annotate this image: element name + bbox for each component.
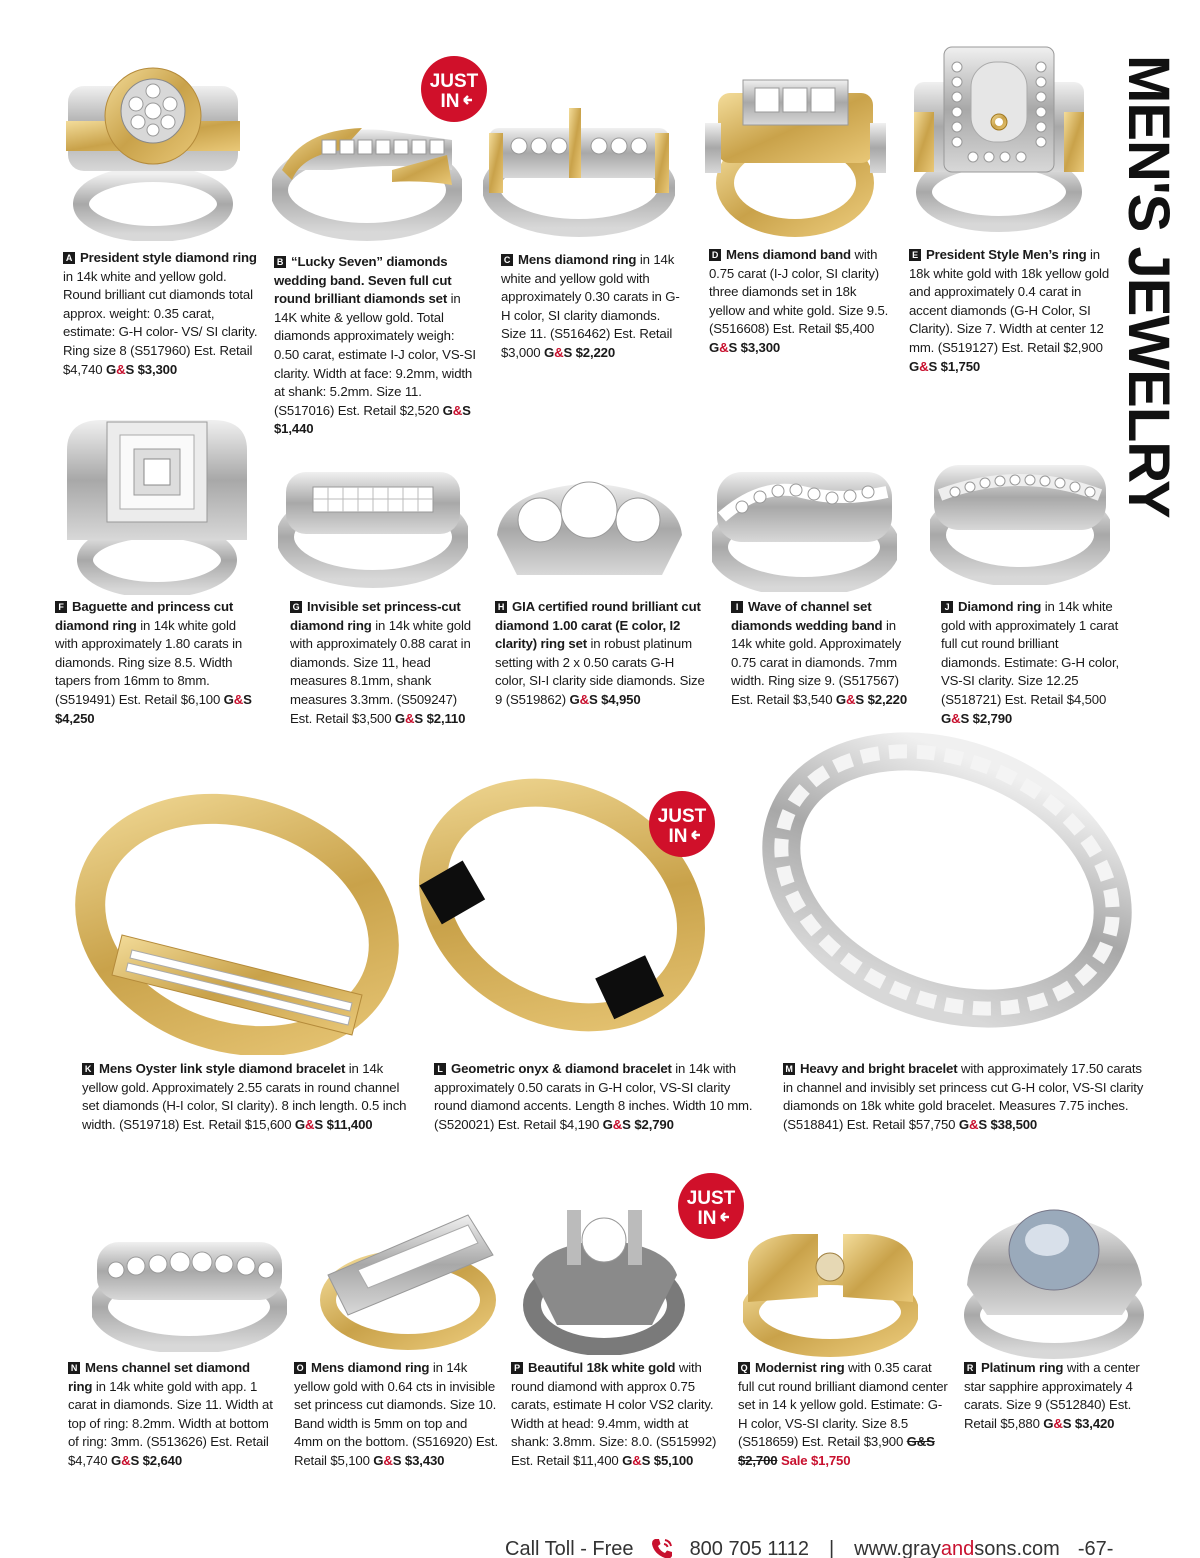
- ring-image-c: [483, 108, 675, 243]
- item-description: B “Lucky Seven” diamonds wedding band. Seven full cut round brilliant diamonds set in 14K white & yellow gold. Total diamonds approximately weigh: 0.50 carat, estimate I-J color, VS-SI clarity. Width at face: 9.2mm, width at shank: 5.2mm. Size 11. (S517016) Est. Retail $2,520 G&S $1,440: [274, 254, 476, 437]
- item-description: M Heavy and bright bracelet with approximately 17.50 carats in channel and invisibly set princess cut G-H color, VS-SI clarity diamonds on 18k white gold bracelet. Measures 7.75 inches. (S518841) Est. Retail $57,750 G&S $38,500: [783, 1061, 1144, 1132]
- phone-number[interactable]: 800 705 1112: [689, 1537, 809, 1558]
- svg-text:JUST: JUST: [686, 1188, 736, 1209]
- item-description: E President Style Men’s ring in 18k white gold with 18k yellow gold and approximately 0.4 carat in accent diamonds (G-H Color, SI Clarity). Size 7. Width at center 12 mm. (S519127) Est. Retail $2,900 G&S $1,750: [909, 247, 1110, 374]
- svg-text:IN: IN: [440, 91, 460, 112]
- just-in-badge: [648, 790, 716, 858]
- item-description: Q Modernist ring with 0.35 carat full cut round brilliant diamond center set in 14 k yellow gold. Estimate: G-H color, VS-SI clarity. Size 8.5 (S518659) Est. Retail $3,900 G&S $2,700 Sale $1,750: [738, 1360, 948, 1468]
- svg-text:JUST: JUST: [657, 806, 707, 827]
- svg-text:IN: IN: [697, 1208, 717, 1229]
- section-title: MEN'S JEWELRY: [1116, 55, 1181, 518]
- ring-image-h: [492, 475, 687, 585]
- footer: [505, 1533, 1113, 1558]
- bracelet-image-m: [752, 730, 1147, 1040]
- item-description: G Invisible set princess-cut diamond ring in 14k white gold with approximately 0.88 carat in diamonds. Size 11, head measures 8.1mm, shank measures 3.3mm. (S509247) Est. Retail $3,500 G&S $2,110: [290, 599, 471, 726]
- ring-image-a: [58, 66, 248, 241]
- item-description: H GIA certified round brilliant cut diamond 1.00 carat (E color, I2 clarity) ring set in robust platinum setting with 2 x 0.50 carats G-H color, SI-I clarity side diamonds. Size 9 (S519862) G&S $4,950: [495, 599, 705, 707]
- ring-image-n: [92, 1232, 287, 1352]
- ring-image-i: [712, 462, 897, 592]
- svg-text:IN: IN: [668, 826, 688, 847]
- footer-separator: |: [828, 1537, 835, 1558]
- item-description: K Mens Oyster link style diamond bracelet in 14k yellow gold. Approximately 2.55 carats in round channel set diamonds (H-I color, SI clarity). 8 inch length. 0.5 inch width. (S519718) Est. Retail $15,600 G&S $11,400: [82, 1061, 407, 1132]
- phone-icon: [648, 1535, 676, 1558]
- item-description: I Wave of channel set diamonds wedding band in 14k white gold. Approximately 0.75 carat in diamonds. 7mm width. Ring size 9. (S517567) Est. Retail $3,540 G&S $2,220: [731, 599, 908, 707]
- just-in-badge: [420, 55, 488, 123]
- original-price: G&S $2,700: [738, 1434, 935, 1468]
- item-description: N Mens channel set diamond ring in 14k white gold with app. 1 carat in diamonds. Size 11. Width at top of ring: 8.2mm. Width at bottom of ring: 3mm. (S513626) Est. Retail $4,740 G&S $2,640: [68, 1360, 273, 1468]
- item-description: L Geometric onyx & diamond bracelet in 14k with approximately 0.50 carats in G-H color, VS-SI clarity round diamond accents. Length 8 inches. Width 10 mm. (S520021) Est. Retail $4,190 G&S $2,790: [434, 1061, 753, 1132]
- ring-image-e: [909, 42, 1089, 232]
- website-link[interactable]: www.grayandsons.com: [854, 1537, 1060, 1558]
- sale-price: Sale $1,750: [777, 1452, 851, 1468]
- item-description: J Diamond ring in 14k white gold with approximately 1 carat full cut round brilliant diamonds. Estimate: G-H color, VS-SI clarity. Size 12.25 (S518721) Est. Retail $4,500 G&S $2,790: [941, 599, 1119, 726]
- ring-image-p: [522, 1205, 687, 1355]
- ring-image-j: [930, 450, 1110, 585]
- ring-image-r: [962, 1195, 1147, 1360]
- ring-image-f: [62, 410, 252, 595]
- item-description: O Mens diamond ring in 14k yellow gold with 0.64 cts in invisible set princess cut diamonds. Size 10. Band width is 5mm on top and 4mm on the bottom. (S516920) Est. Retail $5,100 G&S $3,430: [294, 1360, 498, 1468]
- ring-image-d: [703, 68, 888, 238]
- item-description: D Mens diamond band with 0.75 carat (I-J color, SI clarity) three diamonds set in 18k yellow and white gold. Size 9.5. (S516608) Est. Retail $5,400 G&S $3,300: [709, 247, 889, 355]
- item-description: A President style diamond ring in 14k white and yellow gold. Round brilliant cut diamonds total approx. weight: 0.35 carat, estimate: G-H color- VS/ SI clarity. Ring size 8 (S517960) Est. Retail $4,740 G&S $3,300: [63, 250, 258, 377]
- call-label: Call Toll - Free: [505, 1537, 634, 1558]
- item-description: F Baguette and princess cut diamond ring in 14k white gold with approximately 1.80 carats in diamonds. Ring size 8.5. Width tapers from 16mm to 8mm. (S519491) Est. Retail $6,100 G&S $4,250: [55, 599, 252, 726]
- ring-image-g: [278, 462, 468, 590]
- just-in-badge: [677, 1172, 745, 1240]
- ring-image-q: [743, 1222, 918, 1357]
- item-description: P Beautiful 18k white gold with round diamond with approx 0.75 carats, estimate H color VS2 clarity. Width at head: 9.4mm, width at shank: 3.8mm. Size: 8.0. (S515992) Est. Retail $11,400 G&S $5,100: [511, 1360, 717, 1468]
- item-description: C Mens diamond ring in 14k white and yellow gold with approximately 0.30 carats in G-H color, SI clarity diamonds. Size 11. (S516462) Est. Retail $3,000 G&S $2,220: [501, 252, 680, 360]
- svg-text:JUST: JUST: [429, 71, 479, 92]
- ring-image-o: [318, 1205, 498, 1355]
- item-description: R Platinum ring with a center star sapphire approximately 4 carats. Size 9 (S512840) Est. Retail $5,880 G&S $3,420: [964, 1360, 1140, 1431]
- bracelet-image-k: [62, 785, 417, 1055]
- page-number: -67-: [1077, 1537, 1114, 1558]
